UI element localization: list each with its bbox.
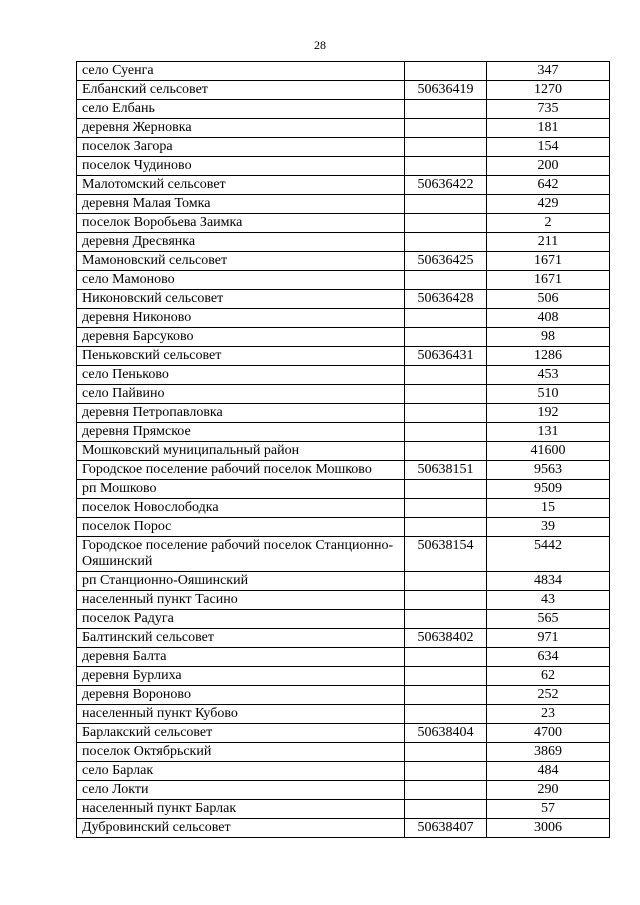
table-row (77, 81, 610, 100)
page-number: 28 (314, 38, 326, 52)
oktmo-code-cell (405, 442, 487, 461)
settlement-name-cell: село Мамоново (77, 271, 405, 290)
oktmo-code-cell: 50638151 (405, 461, 487, 480)
table-row (77, 480, 610, 499)
population-cell: 4834 (487, 572, 610, 591)
oktmo-code-cell (405, 404, 487, 423)
table-row (77, 572, 610, 591)
population-cell: 484 (487, 762, 610, 781)
settlement-name-cell: Дубровинский сельсовет (77, 819, 405, 838)
settlement-name-cell: деревня Малая Томка (77, 195, 405, 214)
oktmo-code-cell (405, 119, 487, 138)
settlement-name-cell: деревня Барсуково (77, 328, 405, 347)
oktmo-code-cell (405, 648, 487, 667)
population-cell: 347 (487, 62, 610, 81)
population-cell: 200 (487, 157, 610, 176)
oktmo-code-cell (405, 423, 487, 442)
population-cell: 642 (487, 176, 610, 195)
oktmo-code-cell (405, 781, 487, 800)
table-row (77, 233, 610, 252)
population-cell: 39 (487, 518, 610, 537)
population-cell: 98 (487, 328, 610, 347)
population-cell: 154 (487, 138, 610, 157)
table-row (77, 667, 610, 686)
settlement-name-cell: поселок Загора (77, 138, 405, 157)
settlement-name-cell: населенный пункт Кубово (77, 705, 405, 724)
table-row (77, 214, 610, 233)
population-cell: 9563 (487, 461, 610, 480)
population-cell: 4700 (487, 724, 610, 743)
oktmo-code-cell (405, 762, 487, 781)
settlement-name-cell: Барлакский сельсовет (77, 724, 405, 743)
table-row (77, 724, 610, 743)
population-cell: 510 (487, 385, 610, 404)
table-row (77, 537, 610, 572)
settlement-name-cell: деревня Бурлиха (77, 667, 405, 686)
table-row (77, 119, 610, 138)
oktmo-code-cell (405, 157, 487, 176)
settlement-name-cell: деревня Вороново (77, 686, 405, 705)
population-cell: 62 (487, 667, 610, 686)
oktmo-code-cell (405, 743, 487, 762)
population-cell: 735 (487, 100, 610, 119)
oktmo-code-cell (405, 667, 487, 686)
table-row (77, 100, 610, 119)
settlement-name-cell: Мамоновский сельсовет (77, 252, 405, 271)
settlement-name-cell: Никоновский сельсовет (77, 290, 405, 309)
settlement-name-cell: Малотомский сельсовет (77, 176, 405, 195)
oktmo-code-cell: 50636425 (405, 252, 487, 271)
settlement-name-cell: Мошковский муниципальный район (77, 442, 405, 461)
settlement-name-cell: населенный пункт Барлак (77, 800, 405, 819)
population-cell: 1671 (487, 252, 610, 271)
oktmo-code-cell (405, 138, 487, 157)
table-row (77, 629, 610, 648)
population-cell: 15 (487, 499, 610, 518)
oktmo-code-cell (405, 610, 487, 629)
table-row (77, 252, 610, 271)
population-cell: 181 (487, 119, 610, 138)
table-row (77, 781, 610, 800)
oktmo-code-cell (405, 499, 487, 518)
settlement-name-cell: село Локти (77, 781, 405, 800)
oktmo-code-cell (405, 271, 487, 290)
table-row (77, 309, 610, 328)
settlement-name-cell: поселок Радуга (77, 610, 405, 629)
population-cell: 408 (487, 309, 610, 328)
table-row (77, 290, 610, 309)
oktmo-code-cell (405, 480, 487, 499)
table-row (77, 366, 610, 385)
population-cell: 192 (487, 404, 610, 423)
settlement-name-cell: село Пеньково (77, 366, 405, 385)
oktmo-code-cell (405, 572, 487, 591)
oktmo-code-cell (405, 309, 487, 328)
table-row (77, 610, 610, 629)
population-cell: 429 (487, 195, 610, 214)
population-cell: 211 (487, 233, 610, 252)
settlement-name-cell: Городское поселение рабочий поселок Мошково (77, 461, 405, 480)
population-cell: 3006 (487, 819, 610, 838)
table-row (77, 404, 610, 423)
settlement-name-cell: поселок Чудиново (77, 157, 405, 176)
table-row (77, 138, 610, 157)
settlement-name-cell: село Елбань (77, 100, 405, 119)
table-body (77, 62, 610, 838)
table-row (77, 518, 610, 537)
settlement-name-cell: деревня Дресвянка (77, 233, 405, 252)
population-cell: 23 (487, 705, 610, 724)
oktmo-code-cell: 50636419 (405, 81, 487, 100)
table-row (77, 499, 610, 518)
oktmo-code-cell: 50638402 (405, 629, 487, 648)
table-row (77, 157, 610, 176)
settlement-name-cell: населенный пункт Тасино (77, 591, 405, 610)
oktmo-code-cell (405, 705, 487, 724)
settlement-name-cell: село Пайвино (77, 385, 405, 404)
oktmo-code-cell: 50638404 (405, 724, 487, 743)
settlement-name-cell: поселок Воробьева Заимка (77, 214, 405, 233)
table-row (77, 461, 610, 480)
oktmo-code-cell (405, 214, 487, 233)
settlements-table (76, 61, 610, 838)
table-row (77, 271, 610, 290)
settlement-name-cell: деревня Балта (77, 648, 405, 667)
settlement-name-cell: поселок Октябрьский (77, 743, 405, 762)
population-cell: 57 (487, 800, 610, 819)
settlement-name-cell: рп Станционно-Ояшинский (77, 572, 405, 591)
oktmo-code-cell: 50636428 (405, 290, 487, 309)
population-cell: 506 (487, 290, 610, 309)
oktmo-code-cell (405, 328, 487, 347)
oktmo-code-cell (405, 385, 487, 404)
population-cell: 634 (487, 648, 610, 667)
table-row (77, 347, 610, 366)
table-row (77, 328, 610, 347)
settlement-name-cell: деревня Никоново (77, 309, 405, 328)
settlement-name-cell: поселок Порос (77, 518, 405, 537)
oktmo-code-cell: 50638154 (405, 537, 487, 572)
population-cell: 9509 (487, 480, 610, 499)
population-cell: 131 (487, 423, 610, 442)
oktmo-code-cell: 50636422 (405, 176, 487, 195)
oktmo-code-cell (405, 591, 487, 610)
population-cell: 43 (487, 591, 610, 610)
table-row (77, 176, 610, 195)
settlement-name-cell: рп Мошково (77, 480, 405, 499)
oktmo-code-cell: 50636431 (405, 347, 487, 366)
settlement-name-cell: Пеньковский сельсовет (77, 347, 405, 366)
oktmo-code-cell (405, 686, 487, 705)
oktmo-code-cell (405, 800, 487, 819)
population-cell: 971 (487, 629, 610, 648)
table-row (77, 743, 610, 762)
oktmo-code-cell (405, 100, 487, 119)
oktmo-code-cell (405, 62, 487, 81)
table-row (77, 819, 610, 838)
table-row (77, 648, 610, 667)
settlement-name-cell: поселок Новослободка (77, 499, 405, 518)
population-cell: 41600 (487, 442, 610, 461)
population-cell: 1286 (487, 347, 610, 366)
table-row (77, 591, 610, 610)
table-row (77, 423, 610, 442)
settlement-name-cell: Городское поселение рабочий поселок Станционно-Ояшинский (77, 537, 405, 572)
table-row (77, 686, 610, 705)
oktmo-code-cell (405, 195, 487, 214)
table-row (77, 385, 610, 404)
table-row (77, 800, 610, 819)
settlement-name-cell: село Суенга (77, 62, 405, 81)
population-cell: 453 (487, 366, 610, 385)
settlement-name-cell: Балтинский сельсовет (77, 629, 405, 648)
settlement-name-cell: Елбанский сельсовет (77, 81, 405, 100)
oktmo-code-cell: 50638407 (405, 819, 487, 838)
population-cell: 2 (487, 214, 610, 233)
population-cell: 5442 (487, 537, 610, 572)
table-row (77, 705, 610, 724)
table-row (77, 62, 610, 81)
settlement-name-cell: деревня Жерновка (77, 119, 405, 138)
population-cell: 1671 (487, 271, 610, 290)
settlement-name-cell: деревня Петропавловка (77, 404, 405, 423)
table-row (77, 762, 610, 781)
population-cell: 3869 (487, 743, 610, 762)
population-cell: 252 (487, 686, 610, 705)
table-row (77, 195, 610, 214)
settlement-name-cell: деревня Прямское (77, 423, 405, 442)
settlement-name-cell: село Барлак (77, 762, 405, 781)
oktmo-code-cell (405, 233, 487, 252)
table-row (77, 442, 610, 461)
oktmo-code-cell (405, 518, 487, 537)
oktmo-code-cell (405, 366, 487, 385)
population-cell: 1270 (487, 81, 610, 100)
population-cell: 565 (487, 610, 610, 629)
population-cell: 290 (487, 781, 610, 800)
